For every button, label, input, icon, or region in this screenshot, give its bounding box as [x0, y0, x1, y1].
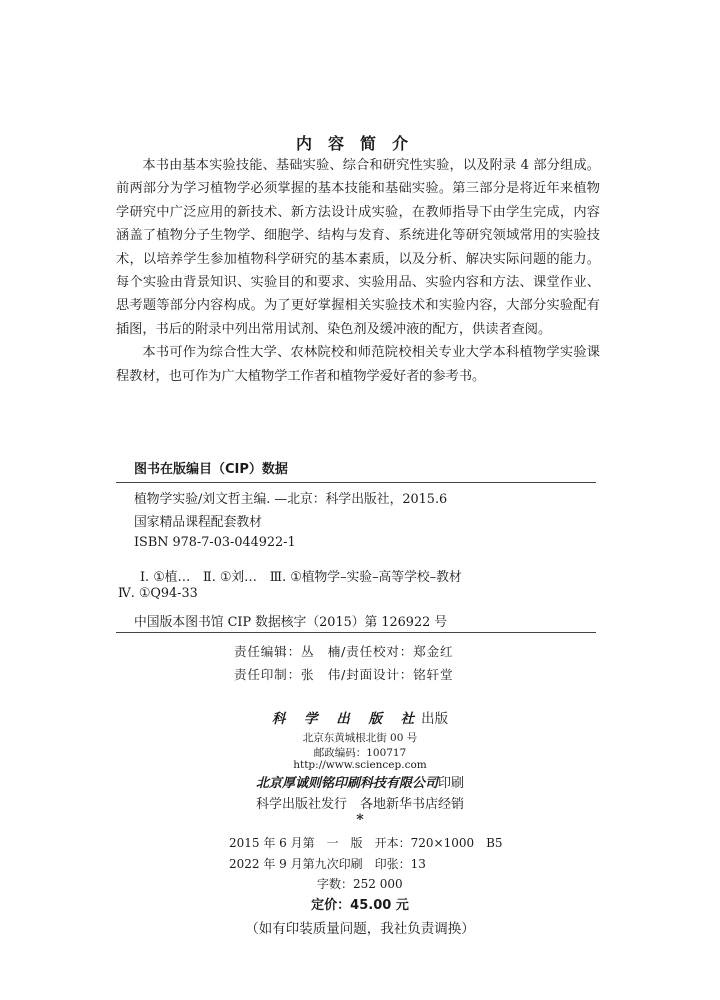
editor-line-1: 责任编辑：丛 楠/责任校对：郑金红: [234, 644, 454, 659]
summary-title: 内容简介: [295, 134, 424, 153]
summary-body: [116, 154, 600, 388]
summary-paragraph: 本书可作为综合性大学、农林院校和师范院校相关专业大学本科植物学实验课程教材，也可作为广大植物学工作者和植物学爱好者的参考书。: [116, 345, 600, 384]
separator-star: *: [356, 812, 364, 828]
publisher-website: http://www.sciencep.com: [293, 759, 427, 771]
cip-isbn: ISBN 978-7-03-044922-1: [134, 535, 296, 550]
printer-line: [0, 772, 720, 791]
publisher-suffix: 出版: [421, 711, 449, 727]
cip-title-line: 植物学实验/刘文哲主编. —北京：科学出版社，2015.6: [134, 492, 448, 507]
edition-line-1: 2015 年 6 月第 一 版 开本：720×1000 B5: [229, 836, 503, 850]
quality-notice: （如有印装质量问题，我社负责调换）: [245, 921, 475, 937]
publisher-logo: 科 学 出 版 社: [271, 711, 422, 727]
word-count: 字数：252 000: [317, 877, 403, 891]
cip-bottom-rule: [116, 632, 596, 633]
editor-line-2: 责任印制：张 伟/封面设计：铭轩堂: [234, 667, 454, 682]
cip-heading: 图书在版编目（CIP）数据: [134, 462, 288, 477]
cip-series-line: 国家精品课程配套教材: [134, 515, 262, 530]
cip-classification: Ⅰ. ①植… Ⅱ. ①刘… Ⅲ. ①植物学–实验–高等学校–教材: [140, 570, 462, 585]
publisher-postcode: 邮政编码：100717: [313, 747, 407, 759]
cip-top-rule: [116, 482, 596, 483]
publisher-line: [0, 707, 720, 727]
printer-name: 北京厚诚则铭印刷科技有限公司: [255, 776, 438, 791]
cip-record-number: 中国版本图书馆 CIP 数据核字（2015）第 126922 号: [134, 615, 448, 630]
edition-line-2: 2022 年 9 月第九次印刷 印张：13: [229, 857, 426, 871]
distribution-line: 科学出版社发行 各地新华书店经销: [255, 797, 464, 812]
cip-classification-number: Ⅳ. ①Q94-33: [118, 586, 198, 601]
publisher-address: 北京东黄城根北街 00 号: [302, 732, 418, 744]
printer-suffix: 印刷: [438, 776, 465, 791]
price: 定价：45.00 元: [311, 898, 409, 913]
summary-paragraph: 本书由基本实验技能、基础实验、综合和研究性实验，以及附录 4 部分组成。前两部分为学习植物学必须掌握的基本技能和基础实验。第三部分是将近年来植物学研究中广泛应用的新技术、新方法设计成实验，在教师指导下由学生完成，内容涵盖了植物分子生物学、细胞学、结构与发育、系统进化等研究领域常用的实验技术，以培养学生参加植物科学研究的基本素质，以及分析、解决实际问题的能力。每个实验由背景知识、实验目的和要求、实验用品、实验内容和方法、课堂作业、思考题等部分内容构成。为了更好掌握相关实验技术和实验内容，大部分实验配有插图，书后的附录中列出常用试剂、染色剂及缓冲液的配方，供读者查阅。: [116, 158, 600, 337]
